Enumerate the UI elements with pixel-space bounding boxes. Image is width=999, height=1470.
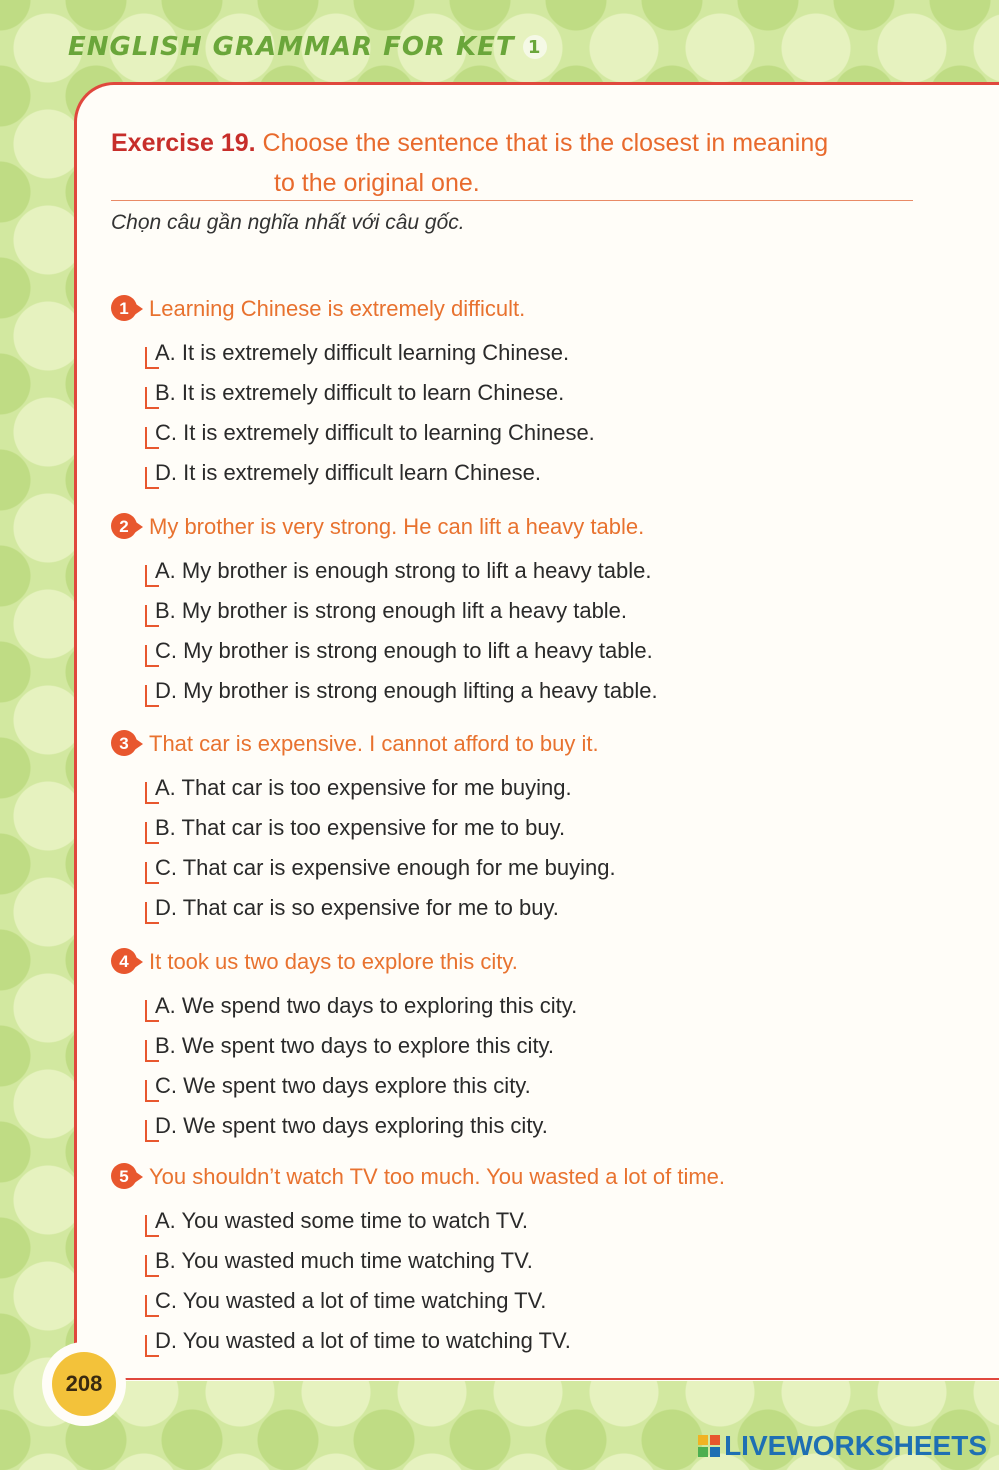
question-stem (111, 293, 595, 325)
answer-blank-marker[interactable] (145, 862, 159, 884)
answer-blank-marker[interactable] (145, 645, 159, 667)
brand-name: LIVEWORKSHEETS (724, 1430, 987, 1461)
exercise-heading (111, 123, 911, 203)
answer-option-text: D. It is extremely difficult learn Chinese. (155, 460, 541, 485)
brand-watermark (698, 1430, 987, 1462)
answer-option[interactable] (111, 848, 616, 888)
answer-option[interactable] (111, 1026, 577, 1066)
answer-option[interactable] (111, 1241, 725, 1281)
answer-options (111, 1201, 725, 1361)
answer-option-text: B. We spent two days to explore this city. (155, 1033, 555, 1058)
question-number-icon (111, 1162, 141, 1192)
page-number: 208 (52, 1352, 116, 1416)
question-number-icon (111, 294, 141, 324)
answer-blank-marker[interactable] (145, 1215, 159, 1237)
question-2 (111, 511, 658, 711)
answer-option-text: B. You wasted much time watching TV. (155, 1248, 533, 1273)
answer-option[interactable] (111, 888, 616, 928)
answer-option[interactable] (111, 671, 658, 711)
question-number: 2 (119, 517, 129, 536)
book-title-text: ENGLISH GRAMMAR FOR KET (68, 32, 515, 62)
heading-divider (111, 200, 913, 201)
answer-option-text: A. It is extremely difficult learning Chinese. (155, 340, 570, 365)
exercise-title-line1: Choose the sentence that is the closest in meaning (262, 129, 829, 157)
answer-blank-marker[interactable] (145, 1255, 159, 1277)
answer-option-text: C. We spent two days explore this city. (155, 1073, 531, 1098)
answer-option-text: B. It is extremely difficult to learn Chinese. (155, 380, 565, 405)
answer-blank-marker[interactable] (145, 565, 159, 587)
question-stem-text: It took us two days to explore this city. (149, 949, 518, 974)
question-stem-text: My brother is very strong. He can lift a heavy table. (149, 514, 645, 539)
answer-option[interactable] (111, 1106, 577, 1146)
answer-blank-marker[interactable] (145, 1295, 159, 1317)
level-badge: 1 (523, 35, 547, 59)
answer-option-text: C. My brother is strong enough to lift a heavy table. (155, 638, 653, 663)
answer-blank-marker[interactable] (145, 1040, 159, 1062)
answer-blank-marker[interactable] (145, 387, 159, 409)
answer-option[interactable] (111, 333, 595, 373)
answer-blank-marker[interactable] (145, 1080, 159, 1102)
answer-blank-marker[interactable] (145, 822, 159, 844)
answer-option[interactable] (111, 413, 595, 453)
exercise-number: Exercise 19. (111, 129, 256, 157)
answer-blank-marker[interactable] (145, 782, 159, 804)
question-stem (111, 728, 616, 760)
answer-blank-marker[interactable] (145, 427, 159, 449)
answer-option[interactable] (111, 1321, 725, 1361)
exercise-title-line2: to the original one. (274, 169, 480, 197)
answer-option[interactable] (111, 808, 616, 848)
question-number: 3 (119, 734, 129, 753)
answer-options (111, 551, 658, 711)
answer-blank-marker[interactable] (145, 685, 159, 707)
question-number: 4 (119, 952, 129, 971)
question-number: 5 (119, 1167, 129, 1186)
question-stem-text: You shouldn’t watch TV too much. You wasted a lot of time. (149, 1164, 726, 1189)
answer-options (111, 986, 577, 1146)
answer-blank-marker[interactable] (145, 347, 159, 369)
answer-option[interactable] (111, 551, 658, 591)
question-3 (111, 728, 616, 928)
answer-option-text: D. We spent two days exploring this city. (155, 1113, 548, 1138)
answer-option[interactable] (111, 591, 658, 631)
question-stem-text: That car is expensive. I cannot afford to buy it. (149, 731, 599, 756)
exercise-page (74, 82, 999, 1381)
answer-option-text: A. You wasted some time to watch TV. (155, 1208, 528, 1233)
answer-option-text: C. You wasted a lot of time watching TV. (155, 1288, 547, 1313)
question-number-icon (111, 512, 141, 542)
answer-blank-marker[interactable] (145, 605, 159, 627)
answer-option-text: D. That car is so expensive for me to buy. (155, 895, 559, 920)
answer-options (111, 333, 595, 493)
answer-option[interactable] (111, 373, 595, 413)
answer-option-text: B. That car is too expensive for me to buy. (155, 815, 566, 840)
answer-option-text: A. My brother is enough strong to lift a heavy table. (155, 558, 652, 583)
answer-option[interactable] (111, 631, 658, 671)
question-number: 1 (119, 299, 129, 318)
book-title (68, 32, 547, 62)
answer-option[interactable] (111, 1066, 577, 1106)
question-5 (111, 1161, 725, 1361)
answer-blank-marker[interactable] (145, 902, 159, 924)
answer-options (111, 768, 616, 928)
question-number-icon (111, 947, 141, 977)
answer-option-text: B. My brother is strong enough lift a heavy table. (155, 598, 628, 623)
exercise-instruction: Chọn câu gần nghĩa nhất với câu gốc. (111, 211, 465, 234)
answer-option[interactable] (111, 768, 616, 808)
answer-blank-marker[interactable] (145, 467, 159, 489)
answer-option-text: A. That car is too expensive for me buying. (155, 775, 572, 800)
question-4 (111, 946, 577, 1146)
answer-blank-marker[interactable] (145, 1335, 159, 1357)
question-1 (111, 293, 595, 493)
answer-option-text: C. It is extremely difficult to learning Chinese. (155, 420, 595, 445)
question-stem (111, 946, 577, 978)
question-number-icon (111, 729, 141, 759)
answer-blank-marker[interactable] (145, 1000, 159, 1022)
answer-blank-marker[interactable] (145, 1120, 159, 1142)
question-stem (111, 1161, 725, 1193)
question-stem-text: Learning Chinese is extremely difficult. (149, 296, 526, 321)
question-stem (111, 511, 658, 543)
answer-option-text: D. My brother is strong enough lifting a heavy table. (155, 678, 658, 703)
footer-divider (120, 1378, 999, 1380)
answer-option[interactable] (111, 1201, 725, 1241)
brand-logo-icon (698, 1435, 720, 1457)
answer-option-text: C. That car is expensive enough for me buying. (155, 855, 616, 880)
answer-option[interactable] (111, 453, 595, 493)
answer-option-text: A. We spend two days to exploring this city. (155, 993, 578, 1018)
answer-option[interactable] (111, 1281, 725, 1321)
answer-option[interactable] (111, 986, 577, 1026)
answer-option-text: D. You wasted a lot of time to watching TV. (155, 1328, 571, 1353)
